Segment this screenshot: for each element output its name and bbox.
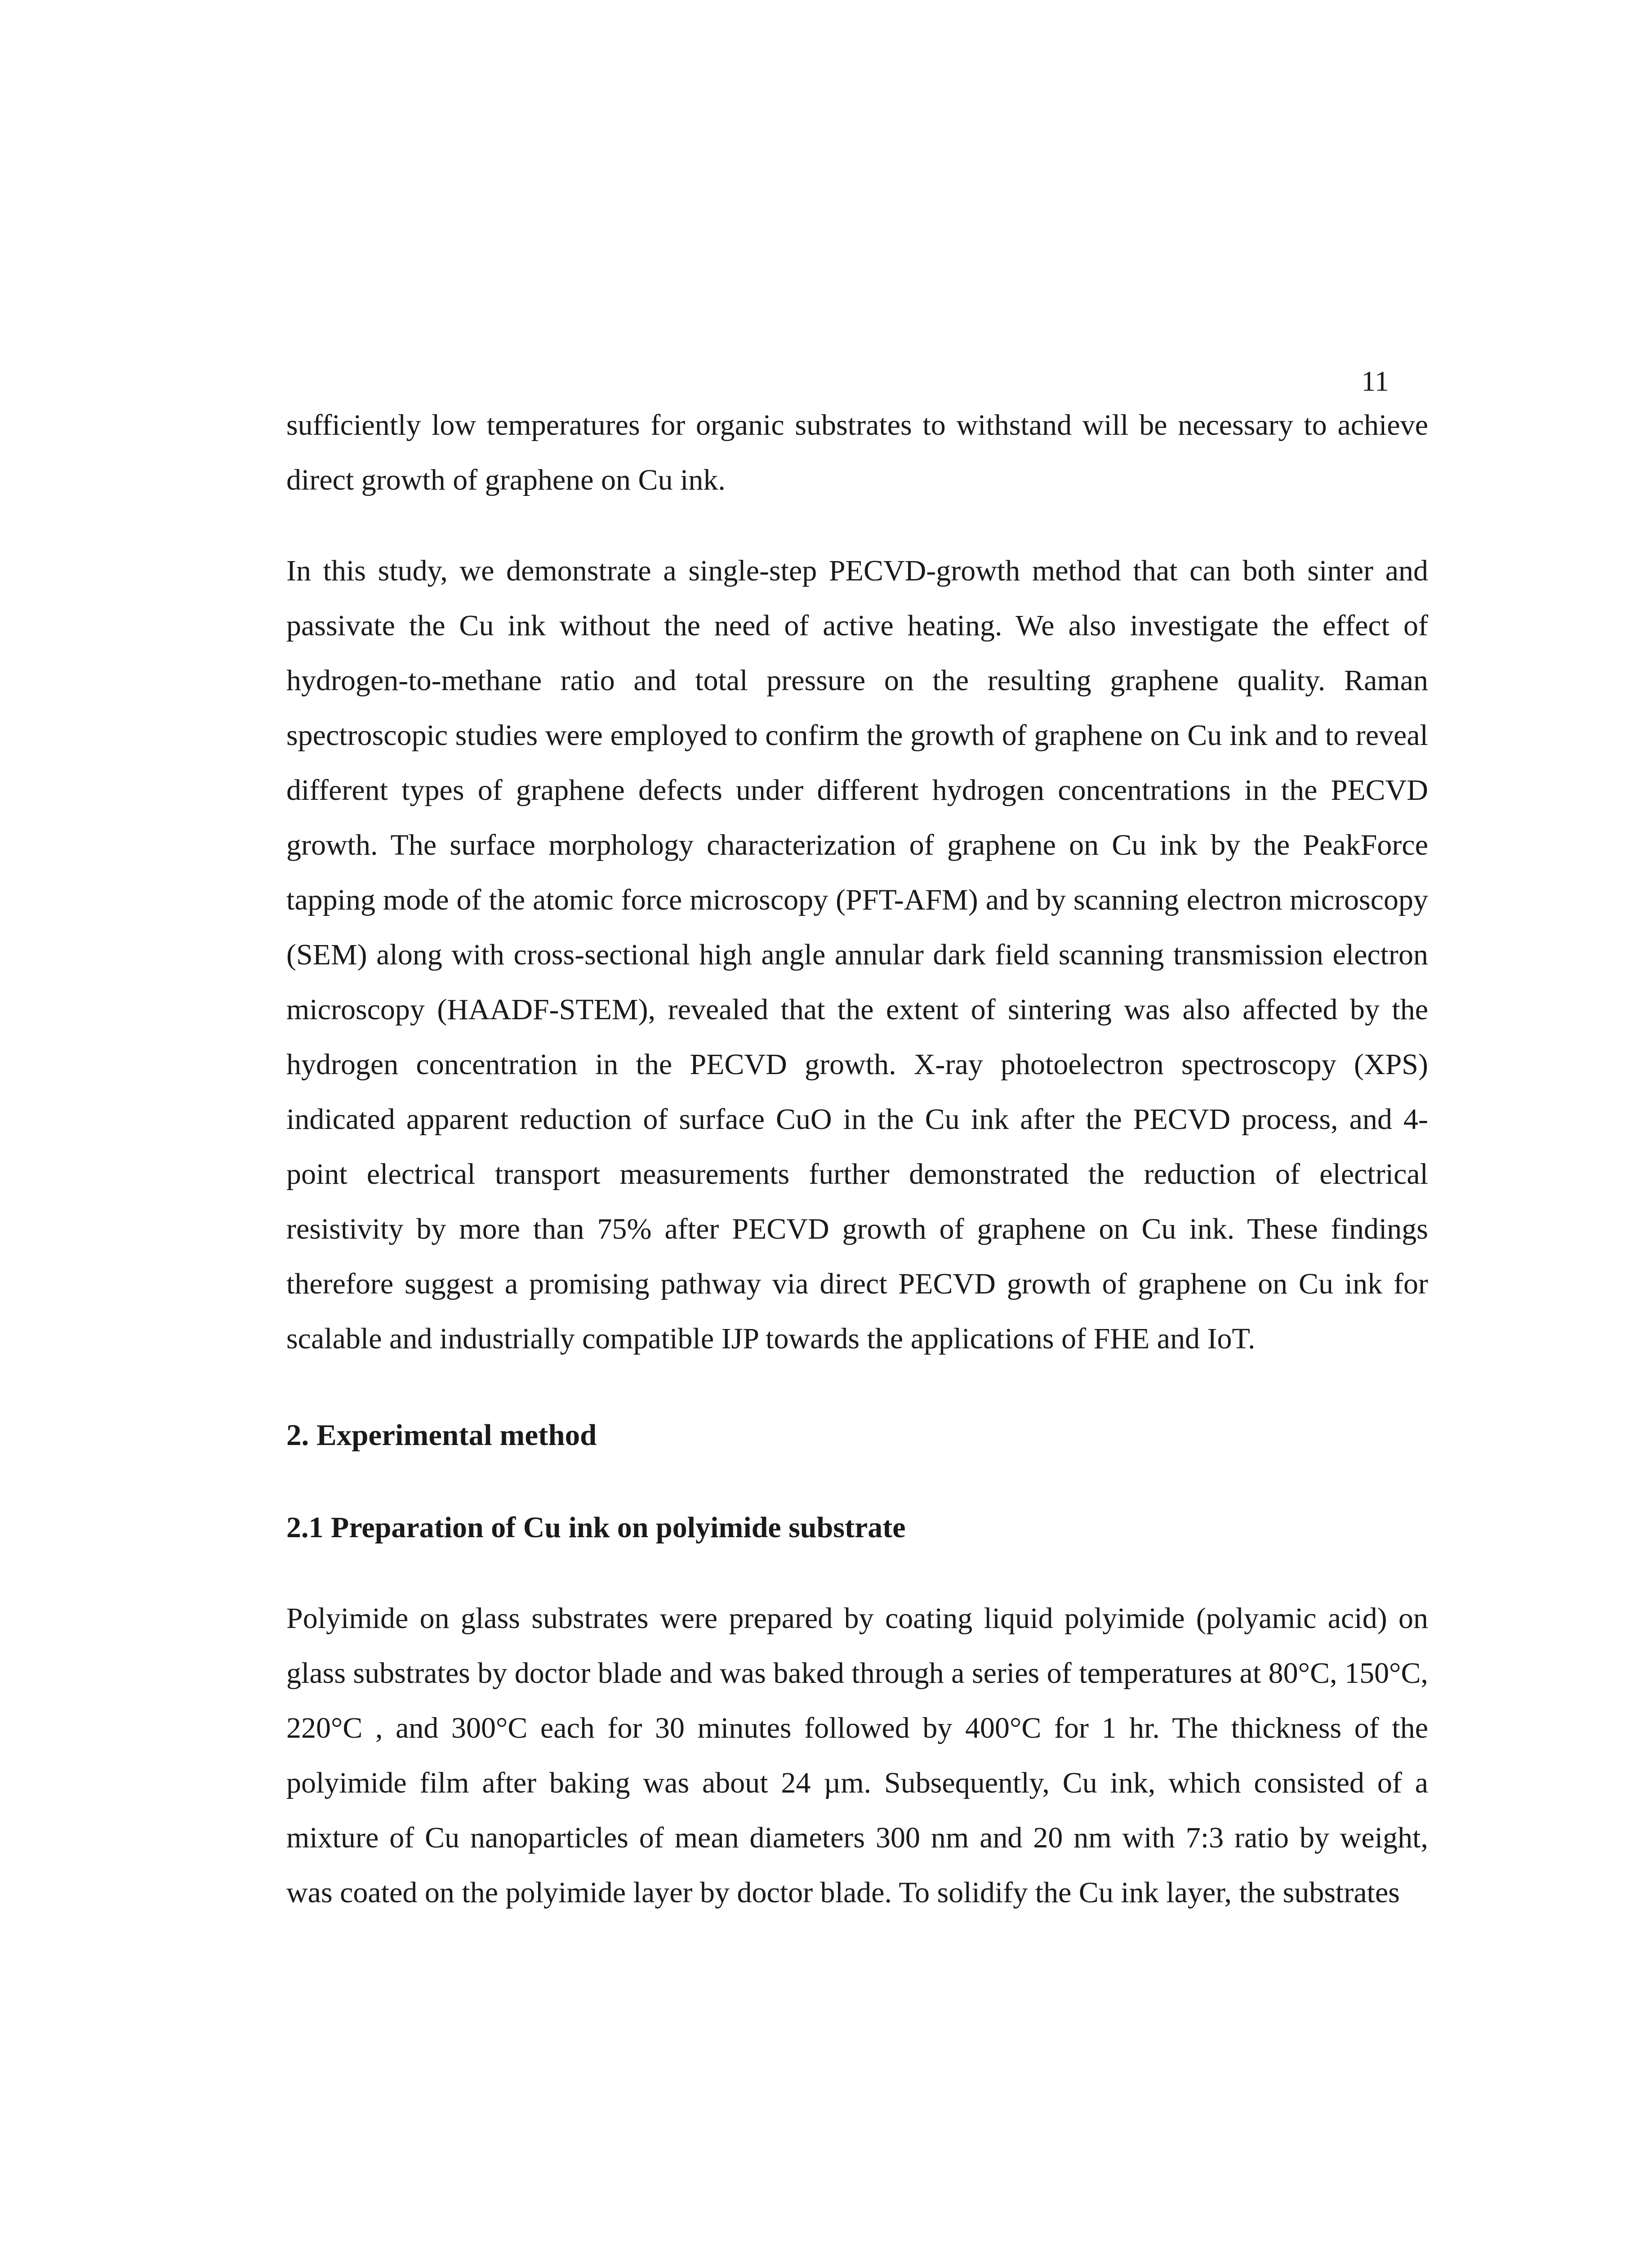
subsection-heading: 2.1 Preparation of Cu ink on polyimide substrate [286, 1511, 906, 1544]
page-body [286, 398, 1428, 1920]
section-heading: 2. Experimental method [286, 1418, 597, 1452]
page-number: 11 [1361, 365, 1389, 397]
paragraph-substrate-preparation: Polyimide on glass substrates were prepared by coating liquid polyimide (polyamic acid) on glass substrates by doctor blade and was baked through a series of temperatures at 80°C, 150°C, 220°C , and 300°C each for 30 minutes followed by 400°C for 1 hr. The thickness of the polyimide film after baking was about 24 µm. Subsequently, Cu ink, which consisted of a mixture of Cu nanoparticles of mean diameters 300 nm and 20 nm with 7:3 ratio by weight, was coated on the polyimide layer by doctor blade. To solidify the Cu ink layer, the substrates [286, 1602, 1429, 1909]
paragraph-study-overview: In this study, we demonstrate a single-step PECVD-growth method that can both sinter and passivate the Cu ink without the need of active heating. We also investigate the effect of hydrogen-to-methane ratio and total pressure on the resulting graphene quality. Raman spectroscopic studies were employed to confirm the growth of graphene on Cu ink and to reveal different types of graphene defects under different hydrogen concentrations in the PECVD growth. The surface morphology characterization of graphene on Cu ink by the PeakForce tapping mode of the atomic force microscopy (PFT-AFM) and by scanning electron microscopy (SEM) along with cross-sectional high angle annular dark field scanning transmission electron microscopy (HAADF-STEM), revealed that the extent of sintering was also affected by the hydrogen concentration in the PECVD growth. X-ray photoelectron spectroscopy (XPS) indicated apparent reduction of surface CuO in the Cu ink after the PECVD process, and 4-point electrical transport measurements further demonstrated the reduction of electrical resistivity by more than 75% after PECVD growth of graphene on Cu ink. These findings therefore suggest a promising pathway via direct PECVD growth of graphene on Cu ink for scalable and industrially compatible IJP towards the applications of FHE and IoT. [286, 554, 1428, 1355]
paragraph-continuation: sufficiently low temperatures for organic substrates to withstand will be necessary to achieve direct growth of graphene on Cu ink. [286, 409, 1428, 496]
